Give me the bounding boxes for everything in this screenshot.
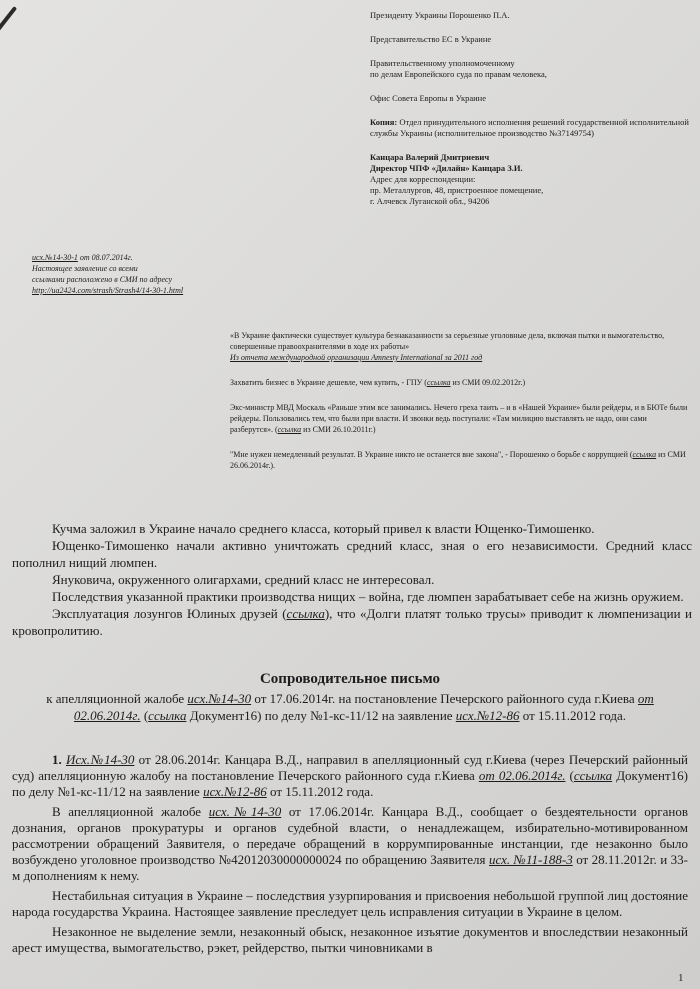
body-p2-ref2: исх. №11-188-3 [488,852,573,867]
addressee-gov-1: Правительственному уполномоченному [370,58,515,68]
quote-gpu-text: Захватить бизнес в Украине дешевле, чем купить, - ГПУ ( [230,378,427,387]
quote-amnesty-text: «В Украине фактически существует культура безнаказанности за серьезные уголовные дела, включая пытки и вымогательство, совершенные правоохранителями в ходе их работы» [230,331,665,351]
body-p1-num: 1. [52,752,62,767]
reference-number: исх.№14-30-1 [32,253,78,262]
reference-date: от 08.07.2014г. [79,253,133,262]
addressee-president: Президенту Украины Порошенко П.А. [370,10,510,20]
sender-title: Директор ЧПФ «Дилайн» Канцара З.И. [370,163,523,173]
quote-poroshenko-text: "Мне нужен немедленный результат. В Украине никто не останется вне закона", - Порошенко о борьбе с коррупцией ( [230,450,633,459]
body-p2 [12,804,688,884]
quote-gpu-link[interactable]: ссылка [426,378,451,387]
copy-label: Копия: [370,117,398,127]
sender-addr-line2: г. Алчевск Луганской обл., 94206 [370,196,490,206]
reference-line [32,252,272,263]
subtitle-a: к апелляционной жалобе [46,691,188,706]
subtitle-d: Документ16) по делу №1-кс-11/12 на заявление [186,708,456,723]
body-p2-c: от 28.11.2012г. и 33-м дополнениям к нему. [12,852,688,883]
body-p1-link[interactable]: ссылка [573,768,613,783]
body-p1-date: от 02.06.2014г. [478,768,566,783]
addressee-block [370,10,690,207]
letter-title: Сопроводительное письмо [259,671,441,687]
body-p1-a: от 28.06.2014г. Канцара В.Д., направил в апелляционный суд г.Киева (через Печерский районный суд) апелляционную жалобу на постановление Печерского районного суда г.Киева [12,752,689,783]
intro-p4: Последствия указанной практики производства нищих – война, где люмпен зарабатывает себе на жизнь оружием. [52,589,684,604]
quote-poroshenko-link[interactable]: ссылка [632,450,657,459]
intro-p1: Кучма заложил в Украине начало среднего класса, который привел к власти Ющенко-Тимошенко. [52,521,595,536]
body-p1-c: Документ16) по делу №1-кс-11/12 на заявление [12,768,688,799]
subtitle-e: от 15.11.2012 года. [519,708,627,723]
intro-p5 [12,605,692,639]
letter-body [12,752,688,960]
addressee-coe: Офис Совета Европы в Украине [370,93,486,103]
body-p1-d: от 15.11.2012 года. [266,784,374,799]
reference-note-1: Настоящее заявление со всеми [32,264,138,273]
intro-p2: Ющенко-Тимошенко начали активно уничтожать средний класс, зная о его независимости. Средний класс пополнил нищий люмпен. [12,538,692,570]
body-p4: Незаконное не выделение земли, незаконный обыск, незаконное изъятие документов и впоследствии незаконный арест имущества, вымогательство, рэкет, рейдерство, пытки чиновниками в [12,924,688,955]
quote-poroshenko [230,449,690,471]
pen-mark [0,6,17,40]
subtitle-b: от 17.06.2014г. на постановление Печерского районного суда г.Киева [251,691,638,706]
intro-p5-link[interactable]: ссылка [286,606,325,621]
quote-amnesty-source: Из отчета международной организации Amnesty International за 2011 год [230,353,483,362]
subtitle-date1: от 02.06.2014г. [73,691,654,723]
intro-p3: Януковича, окруженного олигархами, средний класс не интересовал. [52,572,435,587]
intro-p5-a: Эксплуатация лозунгов Юлиных друзей ( [52,606,287,621]
addressee-eu: Представительство ЕС в Украине [370,34,492,44]
quote-gpu-tail: из СМИ 09.02.2012г.) [450,378,526,387]
sender-addr-line1: пр. Металлургов, 48, пристроенное помещение, [370,185,544,195]
subtitle-link[interactable]: ссылка [148,708,187,723]
quote-amnesty [230,330,690,363]
body-p1 [12,752,688,800]
body-p1-ref: Исх.№14-30 [65,752,135,767]
body-p1-b: ( [565,768,574,783]
body-p3: Нестабильная ситуация в Украине – последствия узурпирования и присвоения небольшой группой лиц достояние народа государства Украина. Настоящее заявление преследует цель исправления ситуации в Украине в целом. [12,888,688,919]
subtitle-ref1: исх.№14-30 [187,691,252,706]
reference-note-2: ссылками расположено в СМИ по адресу [32,275,173,284]
quote-moskal-tail: из СМИ 26.10.2011г.) [301,425,376,434]
sender-addr-label: Адрес для корреспонденции: [370,174,476,184]
subtitle-ref2: исх.№12-86 [455,708,520,723]
body-p2-b: от 17.06.2014г. Канцара В.Д., сообщает о бездеятельности органов дознания, органов прокуратуры и органов судебной власти, о ненадлежащем, избирательно-мотивированном рассмотрении обращений Заявителя, о передаче обращений в коррумпированные инстанции, где незаконно было возбуждено уголовное производство №42012030000000024 по обращению Заявителя [12,804,688,867]
sender-name: Канцара Валерий Дмитриевич [370,152,490,162]
intro-p5-b: ), что «Долги платят только трусы» приводит к люмпенизации и кровопролитию. [12,606,692,638]
subtitle-c: ( [140,708,149,723]
body-p1-ref2: исх.№12-86 [203,784,267,799]
quote-moskal [230,402,690,435]
quote-moskal-link[interactable]: ссылка [277,425,302,434]
reference-block [32,252,272,296]
body-p2-ref: исх.№14-30 [208,804,282,819]
intro-block [12,520,692,639]
quote-moskal-text: Экс-министр МВД Москаль «Раньше этим все занимались. Нечего греха таить – и в «Нашей Украине» были рейдеры, и в БЮТе были рейдеры. Пользовались тем, что были при власти. И звонки ведь поступали: «Там милицию выставлять не надо, они сами разберутся». ( [230,403,688,434]
page-number: 1 [678,972,684,984]
letter-subtitle [12,690,688,724]
quote-poroshenko-tail: из СМИ 26.06.2014г.). [230,450,686,470]
quotes-block [230,330,690,485]
body-p2-a: В апелляционной жалобе [52,804,209,819]
copy-text: Отдел принудительного исполнения решений государственной исполнительной службы Украины (исполнительное производство №37149754) [370,117,689,138]
quote-gpu [230,377,690,388]
reference-url[interactable]: http://ua2424.com/strash/Strash4/14-30-1.html [32,286,184,295]
addressee-gov-2: по делам Европейского суда по правам человека, [370,69,547,79]
addressee-copy [370,117,690,139]
